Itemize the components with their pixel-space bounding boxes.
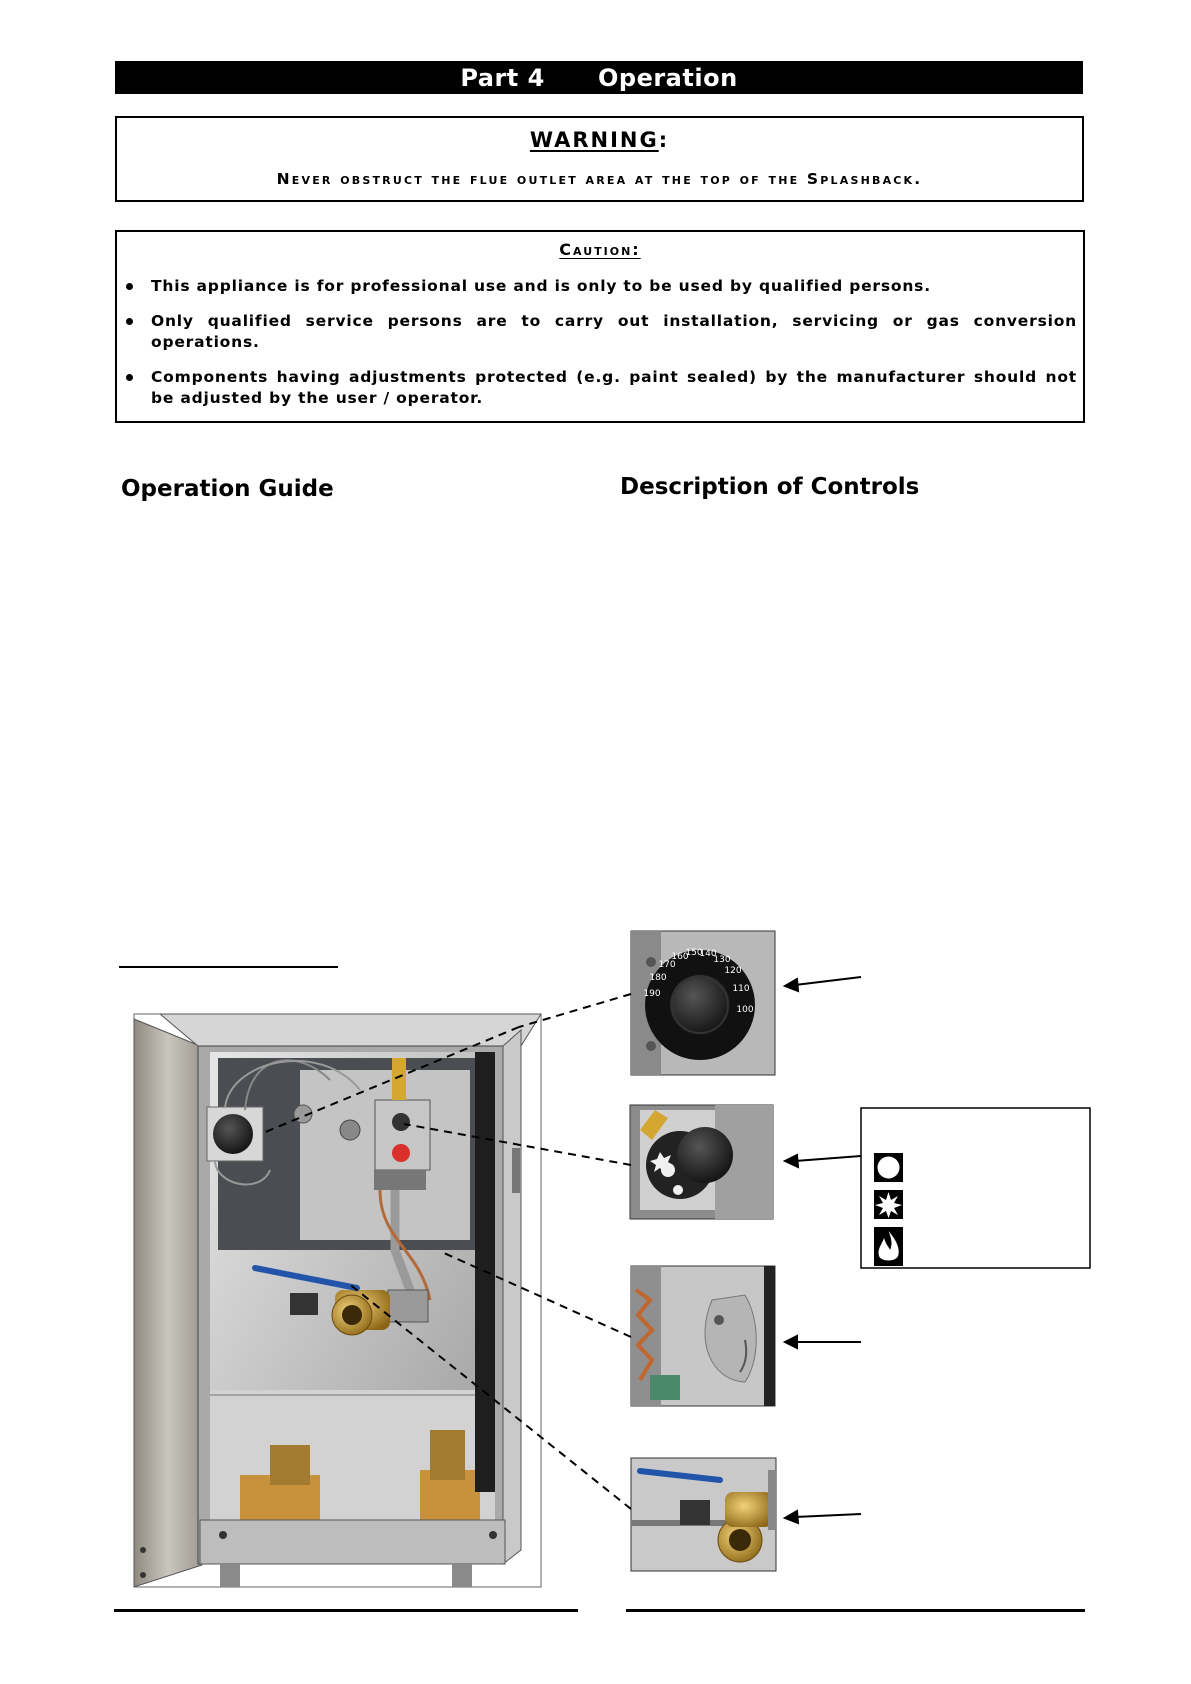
dial-mark: 190 <box>643 989 661 999</box>
dial-mark: 120 <box>724 966 742 976</box>
dial-mark: 110 <box>732 984 750 994</box>
thermostat-detail-photo <box>631 931 775 1075</box>
dial-mark: 170 <box>658 960 676 970</box>
flame-icon <box>874 1227 903 1266</box>
off-circle-icon <box>874 1153 903 1182</box>
operation-guide-heading: Operation Guide <box>121 476 334 502</box>
dial-mark: 100 <box>736 1005 754 1015</box>
description-of-controls-heading: Description of Controls <box>620 474 920 500</box>
spark-icon <box>874 1190 903 1219</box>
dial-mark: 150 <box>685 948 703 958</box>
part-number: Part 4 <box>460 63 545 92</box>
isolation-valve-detail-photo <box>631 1458 776 1571</box>
dial-mark: 130 <box>713 955 731 965</box>
dial-mark: 160 <box>671 952 689 962</box>
caution-item: Only qualified service persons are to carry out installation, servicing or gas conversion operations. <box>117 311 1083 353</box>
control-symbol-legend <box>861 1108 1090 1268</box>
warning-text: Never obstruct the flue outlet area at the top of the Splashback. <box>276 170 923 188</box>
pilot-view-detail-photo <box>631 1266 775 1406</box>
part-title: Operation <box>597 63 738 92</box>
warning-colon: : <box>658 128 670 152</box>
dial-mark: 140 <box>699 949 717 959</box>
caution-item: This appliance is for professional use and is only to be used by qualified persons. <box>117 276 1083 297</box>
dial-mark: 180 <box>649 973 667 983</box>
cabinet-photo <box>134 1014 541 1587</box>
callout-arrows <box>785 977 861 1523</box>
caution-item: Components having adjustments protected (e.g. paint sealed) by the manufacturer should not be adjusted by the user / operator. <box>117 367 1083 409</box>
gas-control-detail-photo <box>630 1105 773 1219</box>
caution-title: Caution: <box>559 240 641 259</box>
warning-title: WARNING <box>529 128 659 152</box>
